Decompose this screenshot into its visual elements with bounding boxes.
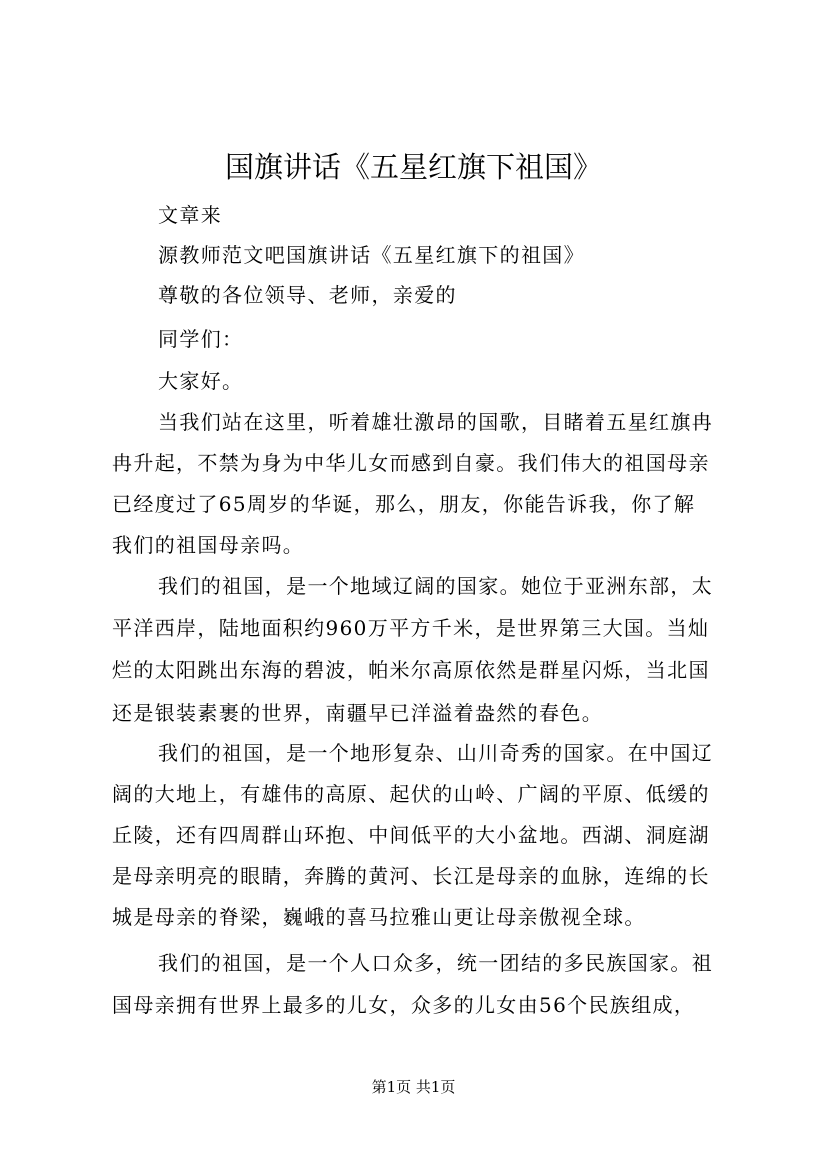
text-line: 我们的祖国母亲吗。 <box>112 533 305 557</box>
document-title: 国旗讲话《五星红旗下祖国》 <box>224 150 602 184</box>
page-footer: 第1页 共1页 <box>371 1078 456 1096</box>
text-line: 同学们： <box>158 327 244 351</box>
text-line: 国母亲拥有世界上最多的儿女，众多的儿女由56个民族组成， <box>112 993 696 1017</box>
text-line: 已经度过了65周岁的华诞，那么，朋友，你能告诉我，你了解 <box>112 492 696 516</box>
text-line: 我们的祖国，是一个地域辽阔的国家。她位于亚洲东部，太 <box>158 574 714 598</box>
text-line: 还是银装素裹的世界，南疆早已洋溢着盎然的春色。 <box>112 701 604 725</box>
text-line: 大家好。 <box>158 369 244 393</box>
text-line: 城是母亲的脊梁，巍峨的喜马拉雅山更让母亲傲视全球。 <box>112 905 646 929</box>
text-line: 冉升起，不禁为身为中华儿女而感到自豪。我们伟大的祖国母亲 <box>112 451 710 475</box>
text-line: 我们的祖国，是一个人口众多，统一团结的多民族国家。祖 <box>158 951 714 975</box>
text-line: 丘陵，还有四周群山环抱、中间低平的大小盆地。西湖、洞庭湖 <box>112 823 710 847</box>
text-line: 文章来 <box>158 203 223 227</box>
text-line: 烂的太阳跳出东海的碧波，帕米尔高原依然是群星闪烁，当北国 <box>112 658 710 682</box>
text-line: 尊敬的各位领导、老师，亲爱的 <box>158 283 457 307</box>
text-line: 源教师范文吧国旗讲话《五星红旗下的祖国》 <box>158 243 585 267</box>
text-line: 是母亲明亮的眼睛，奔腾的黄河、长江是母亲的血脉，连绵的长 <box>112 864 710 888</box>
text-line: 我们的祖国，是一个地形复杂、山川奇秀的国家。在中国辽 <box>158 741 714 765</box>
text-line: 平洋西岸，陆地面积约960万平方千米，是世界第三大国。当灿 <box>112 616 710 640</box>
text-line: 当我们站在这里，听着雄壮激昂的国歌，目睹着五星红旗冉 <box>158 410 714 434</box>
text-line: 阔的大地上，有雄伟的高原、起伏的山岭、广阔的平原、低缓的 <box>112 782 710 806</box>
